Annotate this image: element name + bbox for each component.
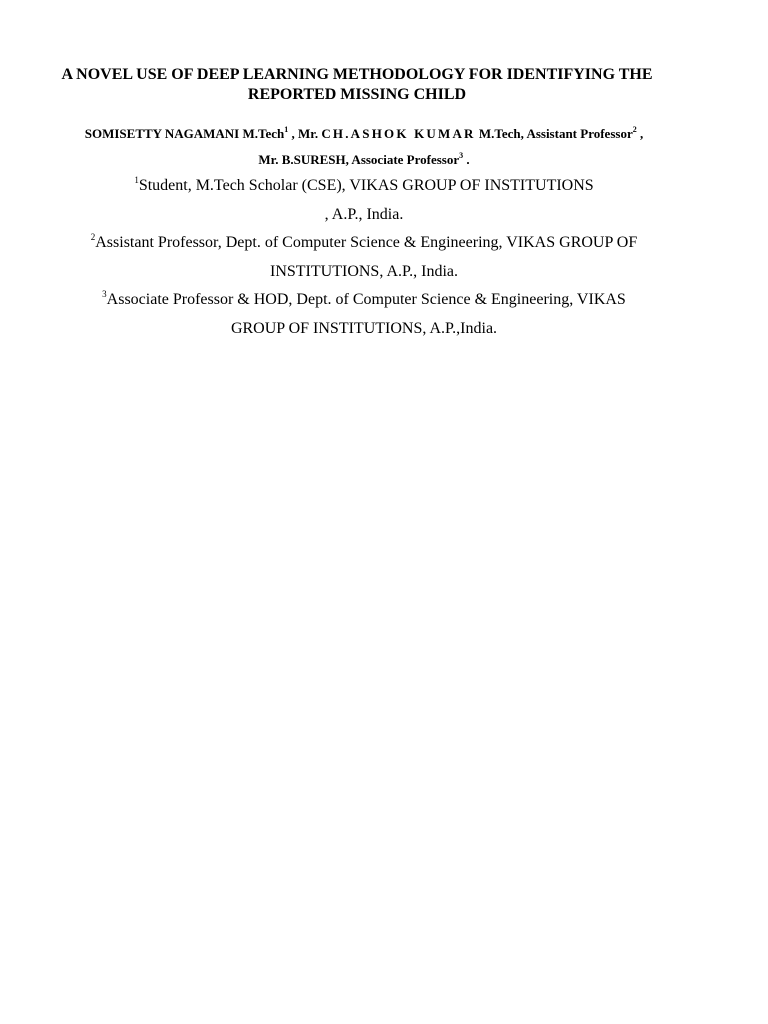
affiliation-1-mark: 1 bbox=[134, 174, 139, 185]
author-end: . bbox=[463, 152, 470, 167]
author-3-name: Mr. B.SURESH, Associate Professor bbox=[258, 152, 460, 167]
affiliation-1-line-1 bbox=[14, 172, 714, 201]
author-1-name: SOMISETTY NAGAMANI M.Tech bbox=[84, 126, 285, 141]
affiliation-list bbox=[14, 172, 714, 343]
paper-title-line-2: REPORTED MISSING CHILD bbox=[247, 86, 467, 103]
affiliation-3-line-1 bbox=[14, 286, 714, 315]
affiliation-3-text: Associate Professor & HOD, Dept. of Computer Science & Engineering, VIKAS bbox=[106, 291, 626, 308]
affiliation-2-line-1 bbox=[14, 229, 714, 258]
author-list bbox=[14, 121, 714, 173]
author-separator: , bbox=[636, 126, 644, 141]
author-separator: , Mr. bbox=[288, 126, 322, 141]
affiliation-1-line-2: , A.P., India. bbox=[324, 205, 404, 223]
author-line-1 bbox=[14, 121, 714, 147]
affiliation-1-text: Student, M.Tech Scholar (CSE), VIKAS GROUP OF INSTITUTIONS bbox=[138, 177, 594, 194]
author-3-affil-mark: 3 bbox=[459, 150, 464, 160]
affiliation-3-mark: 3 bbox=[102, 288, 107, 299]
affiliation-2-text: Assistant Professor, Dept. of Computer Science & Engineering, VIKAS GROUP OF bbox=[95, 234, 638, 251]
author-line-2 bbox=[14, 147, 714, 173]
author-2-role: M.Tech, Assistant Professor bbox=[475, 126, 633, 141]
affiliation-2-line-2: INSTITUTIONS, A.P., India. bbox=[270, 262, 458, 280]
author-2-affil-mark: 2 bbox=[632, 124, 637, 134]
paper-title-line-1: A NOVEL USE OF DEEP LEARNING METHODOLOGY FOR IDENTIFYING THE bbox=[61, 66, 653, 83]
author-2-name: CH.ASHOK KUMAR bbox=[321, 126, 476, 141]
affiliation-2-mark: 2 bbox=[90, 231, 96, 242]
affiliation-3-line-2: GROUP OF INSTITUTIONS, A.P.,India. bbox=[230, 319, 498, 337]
author-1-affil-mark: 1 bbox=[284, 124, 289, 134]
paper-title bbox=[14, 65, 700, 105]
